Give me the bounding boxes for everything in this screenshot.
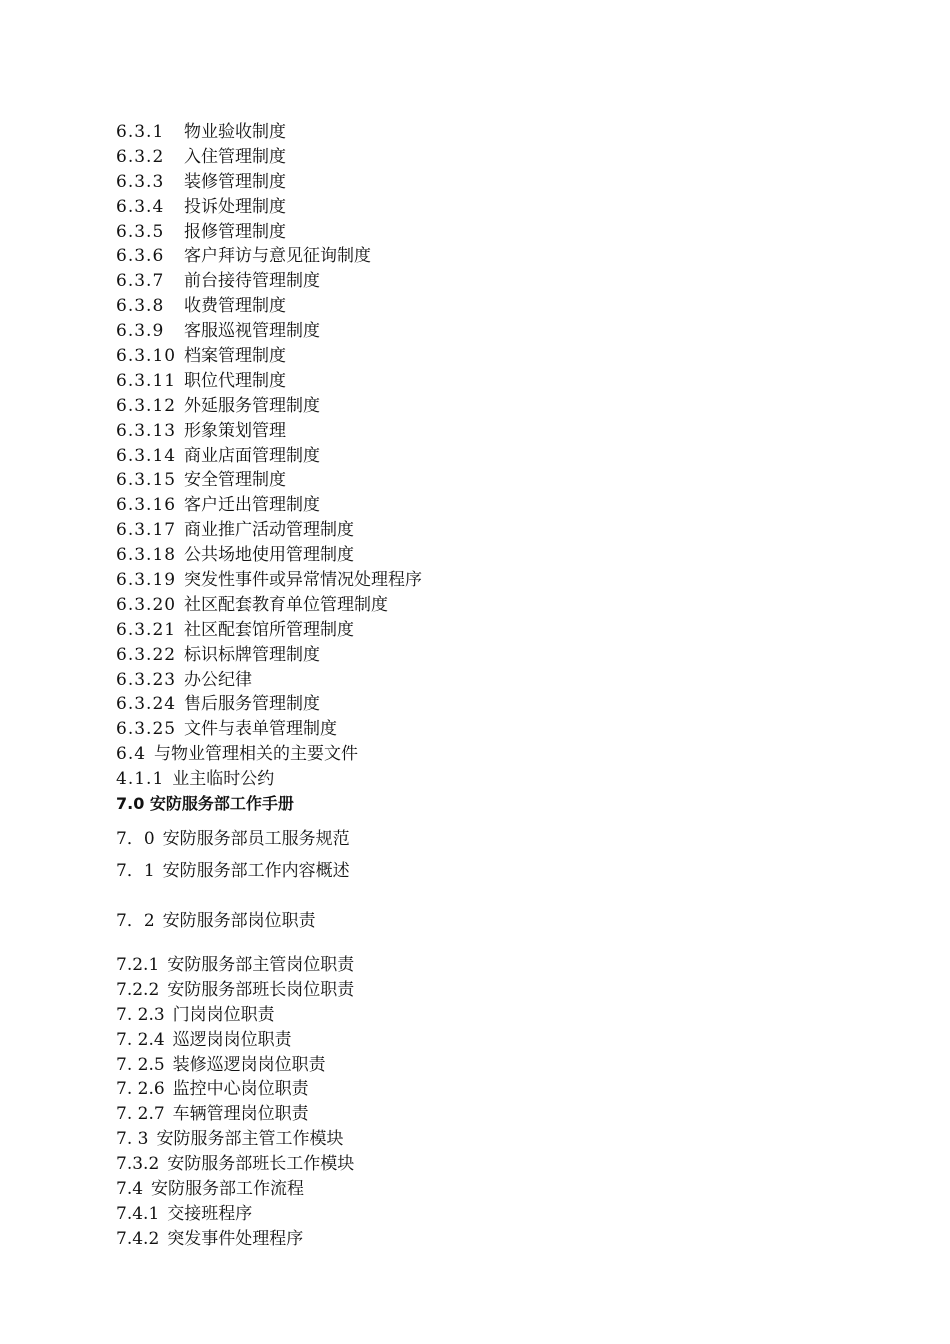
chapter-heading: 7.0 安防服务部工作手册 — [116, 794, 294, 814]
chapter-number: 7．0 — [116, 828, 155, 849]
toc-number: 6.3.22 — [116, 644, 177, 665]
toc-number: 6.3.21 — [116, 619, 177, 640]
toc-title: 业主临时公约 — [172, 769, 275, 790]
toc-line — [116, 344, 876, 369]
toc-line — [116, 120, 876, 145]
toc-line — [116, 170, 876, 195]
sub-title: 安防服务部班长工作模块 — [167, 1154, 355, 1175]
toc-number: 6.3.18 — [116, 545, 177, 566]
toc-line — [116, 220, 876, 245]
toc-line — [116, 145, 876, 170]
toc-line — [116, 618, 876, 643]
toc-line — [116, 543, 876, 568]
sub-line — [116, 953, 876, 978]
toc-number: 6.3.2 — [116, 146, 165, 167]
toc-line — [116, 643, 876, 668]
toc-title: 办公纪律 — [184, 669, 252, 690]
toc-number: 6.3.6 — [116, 246, 165, 267]
toc-number: 6.3.9 — [116, 321, 165, 342]
toc-number: 6.3.24 — [116, 694, 177, 715]
toc-number: 6.3.11 — [116, 370, 177, 391]
toc-title: 商业推广活动管理制度 — [184, 520, 354, 541]
sub-number: 7.4.2 — [116, 1228, 160, 1249]
sub-title: 交接班程序 — [167, 1203, 253, 1224]
toc-title: 与物业管理相关的主要文件 — [154, 744, 359, 765]
toc-number: 6.3.12 — [116, 395, 177, 416]
toc-line — [116, 518, 876, 543]
toc-number: 6.3.15 — [116, 470, 177, 491]
toc-line — [116, 244, 876, 269]
toc-title: 客服巡视管理制度 — [184, 321, 320, 342]
sub-line — [116, 1202, 876, 1227]
toc-line-4-1-1 — [116, 767, 876, 792]
sub-line — [116, 1227, 876, 1252]
toc-number: 4.1.1 — [116, 769, 165, 790]
toc-number: 6.4 — [116, 744, 147, 765]
toc-line — [116, 568, 876, 593]
toc-line — [116, 195, 876, 220]
sub-number: 7.4 — [116, 1178, 144, 1199]
toc-title: 客户迁出管理制度 — [184, 495, 320, 516]
sub-title: 门岗岗位职责 — [172, 1004, 275, 1025]
toc-line — [116, 668, 876, 693]
toc-title: 前台接待管理制度 — [184, 271, 320, 292]
toc-title: 投诉处理制度 — [184, 196, 286, 217]
toc-number: 6.3.5 — [116, 221, 165, 242]
sub-number: 7. 2.7 — [116, 1104, 165, 1125]
sub-line — [116, 1028, 876, 1053]
chapter-line — [116, 817, 876, 853]
toc-number: 6.3.10 — [116, 346, 177, 367]
sub-title: 巡逻岗岗位职责 — [172, 1029, 292, 1050]
toc-title: 档案管理制度 — [184, 346, 286, 367]
sub-line — [116, 1077, 876, 1102]
sub-title: 车辆管理岗位职责 — [172, 1104, 309, 1125]
toc-number: 6.3.20 — [116, 594, 177, 615]
toc-line — [116, 419, 876, 444]
toc-title: 形象策划管理 — [184, 420, 286, 441]
sub-title: 安防服务部主管工作模块 — [156, 1129, 344, 1150]
chapter-number: 7．2 — [116, 910, 155, 931]
sub-title: 监控中心岗位职责 — [172, 1079, 309, 1100]
toc-number: 6.3.7 — [116, 271, 165, 292]
chapter-line — [116, 853, 876, 903]
sub-title: 突发事件处理程序 — [167, 1228, 304, 1249]
sub-number: 7. 2.3 — [116, 1004, 165, 1025]
toc-line — [116, 394, 876, 419]
toc-number: 6.3.19 — [116, 570, 177, 591]
toc-title: 装修管理制度 — [184, 171, 286, 192]
toc-title: 文件与表单管理制度 — [184, 719, 337, 740]
sub-line — [116, 1177, 876, 1202]
toc-title: 外延服务管理制度 — [184, 395, 320, 416]
sub-number: 7. 3 — [116, 1129, 149, 1150]
toc-line — [116, 692, 876, 717]
toc-number: 6.3.4 — [116, 196, 165, 217]
chapter-title: 安防服务部员工服务规范 — [162, 828, 350, 849]
sub-title: 安防服务部班长岗位职责 — [167, 979, 355, 1000]
toc-title: 报修管理制度 — [184, 221, 286, 242]
sub-number: 7. 2.5 — [116, 1054, 165, 1075]
toc-title: 社区配套馆所管理制度 — [184, 619, 354, 640]
sub-line — [116, 1102, 876, 1127]
toc-line — [116, 294, 876, 319]
toc-title: 标识标牌管理制度 — [184, 644, 320, 665]
toc-title: 公共场地使用管理制度 — [184, 545, 354, 566]
sub-title: 安防服务部工作流程 — [151, 1178, 305, 1199]
chapter-title: 安防服务部岗位职责 — [162, 910, 316, 931]
toc-title: 突发性事件或异常情况处理程序 — [184, 570, 422, 591]
sub-number: 7.2.1 — [116, 954, 160, 975]
toc-title: 商业店面管理制度 — [184, 445, 320, 466]
toc-line — [116, 269, 876, 294]
sub-number: 7. 2.6 — [116, 1079, 165, 1100]
toc-line — [116, 444, 876, 469]
toc-title: 安全管理制度 — [184, 470, 286, 491]
sub-line — [116, 1127, 876, 1152]
chapter-title: 安防服务部工作内容概述 — [162, 860, 350, 881]
toc-line — [116, 717, 876, 742]
toc-title: 客户拜访与意见征询制度 — [184, 246, 371, 267]
sub-title: 安防服务部主管岗位职责 — [167, 954, 355, 975]
toc-number: 6.3.14 — [116, 445, 177, 466]
toc-title: 收费管理制度 — [184, 296, 286, 317]
toc-line — [116, 468, 876, 493]
sub-number: 7.4.1 — [116, 1203, 160, 1224]
toc-line — [116, 369, 876, 394]
toc-number: 6.3.23 — [116, 669, 177, 690]
toc-title: 物业验收制度 — [184, 122, 286, 142]
toc-line — [116, 593, 876, 618]
sub-number: 7. 2.4 — [116, 1029, 165, 1050]
sub-number: 7.2.2 — [116, 979, 160, 1000]
toc-number: 6.3.25 — [116, 719, 177, 740]
toc-line-6-4 — [116, 742, 876, 767]
chapter-number: 7．1 — [116, 860, 155, 881]
table-of-contents — [116, 120, 876, 1252]
toc-number: 6.3.17 — [116, 520, 177, 541]
toc-title: 入住管理制度 — [184, 146, 286, 167]
toc-title: 售后服务管理制度 — [184, 694, 320, 715]
sub-line — [116, 1003, 876, 1028]
sub-title: 装修巡逻岗岗位职责 — [172, 1054, 326, 1075]
toc-number: 6.3.3 — [116, 171, 165, 192]
chapter-line — [116, 903, 876, 953]
sub-line — [116, 1152, 876, 1177]
toc-number: 6.3.8 — [116, 296, 165, 317]
sub-number: 7.3.2 — [116, 1154, 160, 1175]
toc-title: 社区配套教育单位管理制度 — [184, 594, 388, 615]
toc-number: 6.3.13 — [116, 420, 177, 441]
toc-line — [116, 319, 876, 344]
toc-title: 职位代理制度 — [184, 370, 286, 391]
toc-line — [116, 493, 876, 518]
toc-number: 6.3.1 — [116, 122, 165, 142]
toc-number: 6.3.16 — [116, 495, 177, 516]
sub-line — [116, 1053, 876, 1078]
sub-line — [116, 978, 876, 1003]
